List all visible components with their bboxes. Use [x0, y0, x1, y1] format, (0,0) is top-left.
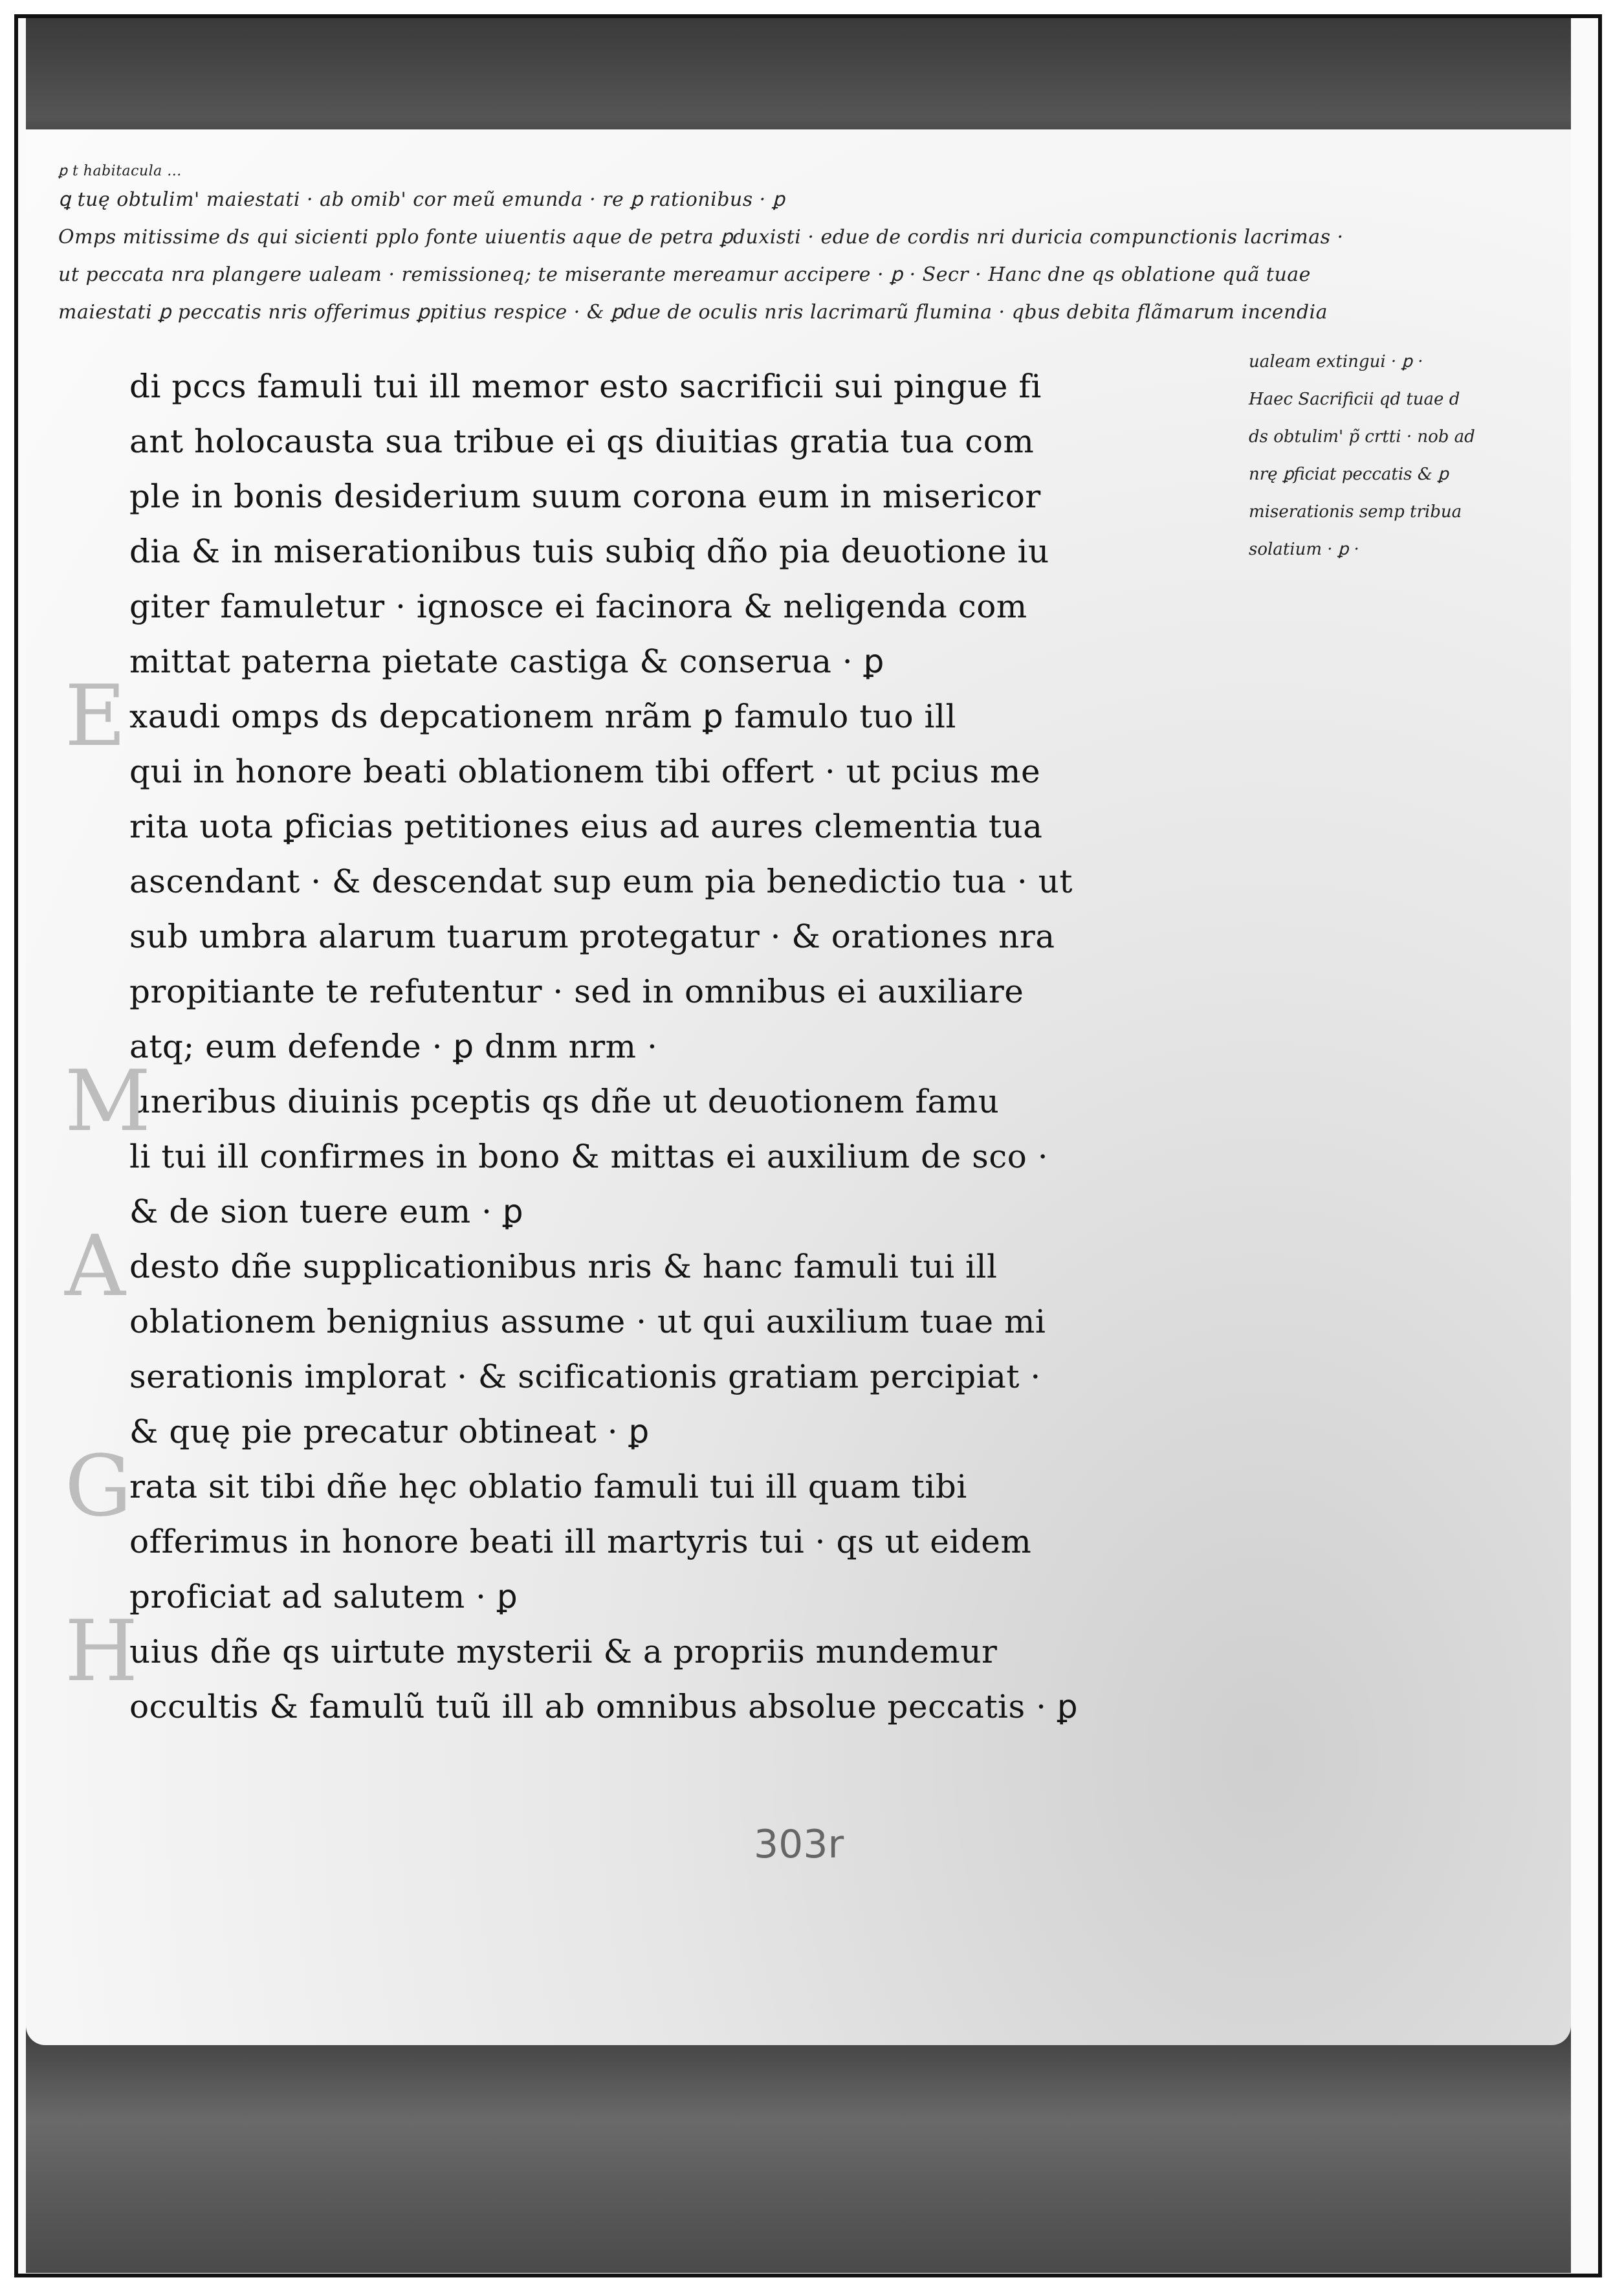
text-line: [129, 909, 1268, 964]
text-line: [129, 359, 1268, 414]
text-line: [129, 1404, 1268, 1459]
margin-note-line: nrę ꝑficiat peccatis & ꝑ: [1249, 465, 1449, 484]
text-line: [129, 744, 1268, 799]
margin-note-line: ds obtulim' p̃ crtti · nob ad: [1249, 427, 1475, 447]
scan-shadow-bottom: [26, 2019, 1571, 2273]
folio-number: 303r: [754, 1822, 844, 1867]
text-line: [129, 799, 1268, 854]
text-line-content: ple in bonis desiderium suum corona eum in misericor: [129, 478, 1041, 515]
text-line: [129, 1349, 1268, 1404]
text-line-content: uius dñe qs uirtute mysterii & a propriis mundemur: [129, 1633, 998, 1670]
text-line-content: ant holocausta sua tribue ei qs diuitias gratia tua com: [129, 423, 1035, 460]
text-line: E xaudi omps ds depcationem nrãm ꝑ famulo tuo ill: [65, 667, 956, 765]
margin-note-line: solatium · ꝑ ·: [1249, 540, 1359, 559]
text-line-content: uneribus diuinis pceptis qs dñe ut deuotionem famu: [129, 1083, 1000, 1120]
top-note-line: ꝗ tuę obtulim' maiestati · ab omib' cor meũ emunda · re ꝑ rationibus · ꝑ: [58, 188, 785, 211]
text-line: [129, 579, 1268, 634]
text-line: A desto dñe supplicationibus nris & hanc famuli tui ill: [65, 1217, 998, 1315]
text-line-content: mittat paterna pietate castiga & conserua · ꝑ: [129, 643, 884, 680]
text-line-content: desto dñe supplicationibus nris & hanc famuli tui ill: [129, 1248, 998, 1285]
text-line-content: rita uota ꝑficias petitiones eius ad aures clementia tua: [129, 808, 1043, 845]
main-text-block: [65, 359, 1268, 1734]
text-line-content: serationis implorat · & scificationis gratiam percipiat ·: [129, 1358, 1041, 1395]
text-line-content: li tui ill confirmes in bono & mittas ei auxilium de sco ·: [129, 1138, 1049, 1175]
text-line: [129, 1569, 1268, 1624]
top-note-line: ut peccata nra plangere ualeam · remissioneq; te miserante mereamur accipere · ꝑ · Secr · Hanc dne qs oblatione quã tuae: [58, 263, 1311, 286]
text-line-content: qui in honore beati oblationem tibi offert · ut pcius me: [129, 753, 1041, 790]
text-line: [129, 1129, 1268, 1184]
text-line-content: oblationem benignius assume · ut qui auxilium tuae mi: [129, 1303, 1046, 1340]
text-line-content: offerimus in honore beati ill martyris tui · qs ut eidem: [129, 1523, 1032, 1560]
text-line: [129, 1184, 1268, 1239]
text-line-content: & quę pie precatur obtineat · ꝑ: [129, 1413, 650, 1450]
margin-note-line: ualeam extingui · ꝑ ·: [1249, 352, 1423, 371]
text-line: [129, 1019, 1268, 1074]
text-line: [129, 634, 1268, 689]
text-line-content: proficiat ad salutem · ꝑ: [129, 1578, 518, 1615]
text-line-content: sub umbra alarum tuarum protegatur · & orationes nra: [129, 918, 1055, 955]
text-line-content: rata sit tibi dñe hęc oblatio famuli tui ill quam tibi: [129, 1468, 967, 1505]
top-note-line: ꝑ t habitacula ...: [58, 163, 182, 179]
text-line-content: xaudi omps ds depcationem nrãm ꝑ famulo tuo ill: [129, 698, 956, 735]
text-line: [129, 964, 1268, 1019]
margin-note-line: miserationis semp tribua: [1249, 502, 1462, 522]
top-added-lines: [58, 162, 1566, 331]
top-note-line: maiestati ꝑ peccatis nris offerimus ꝑpitius respice · & ꝑdue de oculis nris lacrimarũ flumina · qbus debita flãmarum incendia: [58, 301, 1328, 324]
top-note-line: Omps mitissime ds qui sicienti pplo fonte uiuentis aque de petra ꝑduxisti · edue de cordis nri duricia compunctionis lacrimas ·: [58, 226, 1344, 249]
text-line-content: ascendant · & descendat sup eum pia benedictio tua · ut: [129, 863, 1073, 900]
text-line: H uius dñe qs uirtute mysterii & a propriis mundemur: [65, 1602, 998, 1700]
text-line: [129, 1294, 1268, 1349]
text-line: [129, 854, 1268, 909]
text-line: G rata sit tibi dñe hęc oblatio famuli tui ill quam tibi: [65, 1437, 967, 1535]
text-line: M uneribus diuinis pceptis qs dñe ut deuotionem famu: [65, 1052, 1000, 1150]
text-line-content: occultis & famulũ tuũ ill ab omnibus absolue peccatis · ꝑ: [129, 1688, 1079, 1725]
text-line-content: propitiante te refutentur · sed in omnibus ei auxiliare: [129, 973, 1024, 1010]
margin-note-line: Haec Sacrificii qd tuae d: [1249, 390, 1460, 409]
text-line: [129, 1514, 1268, 1569]
text-line: [129, 469, 1268, 524]
text-line-content: dia & in miserationibus tuis subiq dño pia deuotione iu: [129, 533, 1049, 570]
text-line-content: giter famuletur · ignosce ei facinora & neligenda com: [129, 588, 1027, 625]
text-line: [129, 1679, 1268, 1734]
text-line: [129, 414, 1268, 469]
text-line-content: atq; eum defende · ꝑ dnm nrm ·: [129, 1028, 658, 1065]
text-line-content: di pccs famuli tui ill memor esto sacrificii sui pingue fi: [129, 368, 1042, 405]
text-line-content: & de sion tuere eum · ꝑ: [129, 1193, 524, 1230]
text-line: [129, 524, 1268, 579]
margin-note: [1249, 343, 1572, 568]
